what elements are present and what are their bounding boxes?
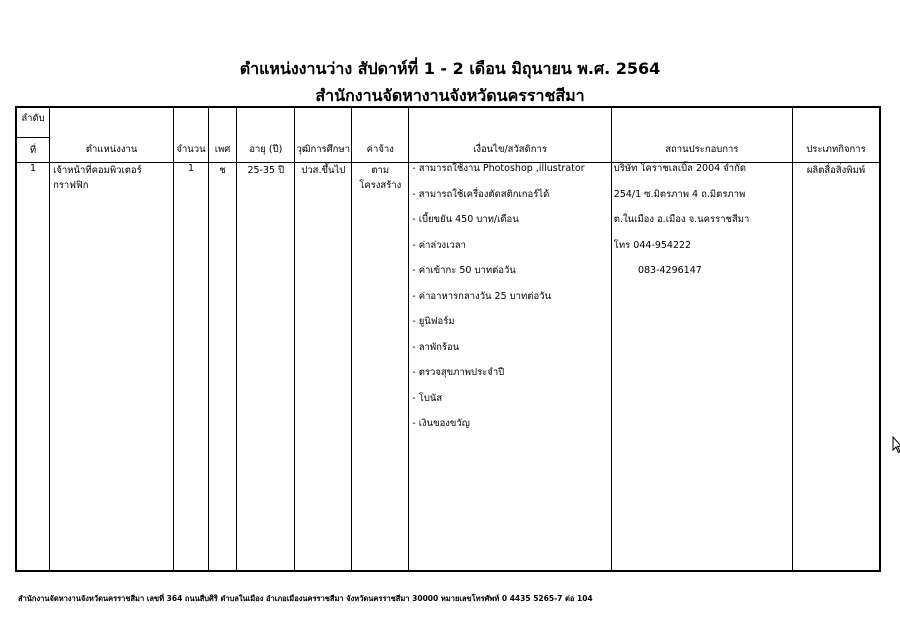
row-business-type: ผลิตสื่อสิ่งพิมพ์ xyxy=(792,163,880,572)
page-title: ตำแหน่งงานว่าง สัปดาห์ที่ 1 - 2 เดือน มิถุนายน พ.ศ. 2564 xyxy=(239,59,661,78)
establishment-line: 254/1 ซ.มิตรภาพ 4 ถ.มิตรภาพ xyxy=(613,188,746,200)
col-header-no: ที่ xyxy=(16,138,50,163)
condition-item: - เงินของขวัญ xyxy=(412,418,470,429)
col-header-education: วุฒิการศึกษา xyxy=(295,138,352,163)
condition-item: - ค่าเข้ากะ 50 บาทต่อวัน xyxy=(412,265,516,276)
condition-item: - เบี้ยขยัน 450 บาท/เดือน xyxy=(412,214,519,225)
col-header-business-type: ประเภทกิจการ xyxy=(792,138,880,163)
footer-address: สำนักงานจัดหางานจังหวัดนครราชสีมา เลขที่ 364 ถนนสืบศิริ ตำบลในเมือง อำเภอเมืองนครราชสีมา จังหวัดนครราชสีมา 30000 หมายเลขโทรศัพท์ 0 4435 5265-7 ต่อ 104 xyxy=(18,594,593,603)
condition-item: - ค่าอาหารกลางวัน 25 บาทต่อวัน xyxy=(412,290,551,302)
office-name: สำนักงานจัดหางานจังหวัดนครราชสีมา xyxy=(315,86,585,105)
col-header-position: ตำแหน่งงาน xyxy=(50,138,174,163)
table-row xyxy=(16,163,880,572)
establishment-line: โทร 044-954222 xyxy=(613,239,692,251)
condition-item: - สามารถใช้เครื่องตัดสติกเกอร์ได้ xyxy=(412,188,550,200)
row-no: 1 xyxy=(16,163,50,572)
establishment-line: บริษัท โคราชเลเบิ้ล 2004 จำกัด xyxy=(613,163,747,174)
condition-item: - ค่าล่วงเวลา xyxy=(412,239,466,251)
order-label-cell xyxy=(16,107,50,138)
col-header-conditions: เงื่อนไข/สวัสดิการ xyxy=(409,138,612,163)
mouse-pointer-icon xyxy=(892,436,900,454)
col-header-count: จำนวน xyxy=(174,138,209,163)
establishment-line: ต.ในเมือง อ.เมือง จ.นครราชสีมา xyxy=(613,214,750,225)
col-header-establishment: สถานประกอบการ xyxy=(611,138,792,163)
condition-item: - ตรวจสุขภาพประจำปี xyxy=(412,367,505,378)
row-age: 25-35 ปี xyxy=(237,163,295,572)
condition-item: - ลาพักร้อน xyxy=(412,341,460,353)
row-wage: ตามโครงสร้าง xyxy=(352,163,409,572)
row-education: ปวส.ขึ้นไป xyxy=(295,163,352,572)
job-vacancy-table xyxy=(15,106,881,572)
row-sex: ช xyxy=(208,163,236,572)
row-count: 1 xyxy=(174,163,209,572)
establishment-line: 083-4296147 xyxy=(613,265,702,276)
col-header-age: อายุ (ปี) xyxy=(237,138,295,163)
col-header-sex: เพศ xyxy=(208,138,236,163)
condition-item: - สามารถใช้งาน Photoshop ,illustrator xyxy=(412,163,585,174)
row-position: เจ้าหน้าที่คอมพิวเตอร์กราฟฟิก xyxy=(50,163,174,572)
order-label: ลำดับ xyxy=(21,113,45,124)
col-header-wage: ค่าจ้าง xyxy=(352,138,409,163)
condition-item: - ยูนิฟอร์ม xyxy=(412,316,455,327)
row-conditions xyxy=(409,163,612,572)
condition-item: - โบนัส xyxy=(412,392,443,404)
row-establishment xyxy=(611,163,792,572)
